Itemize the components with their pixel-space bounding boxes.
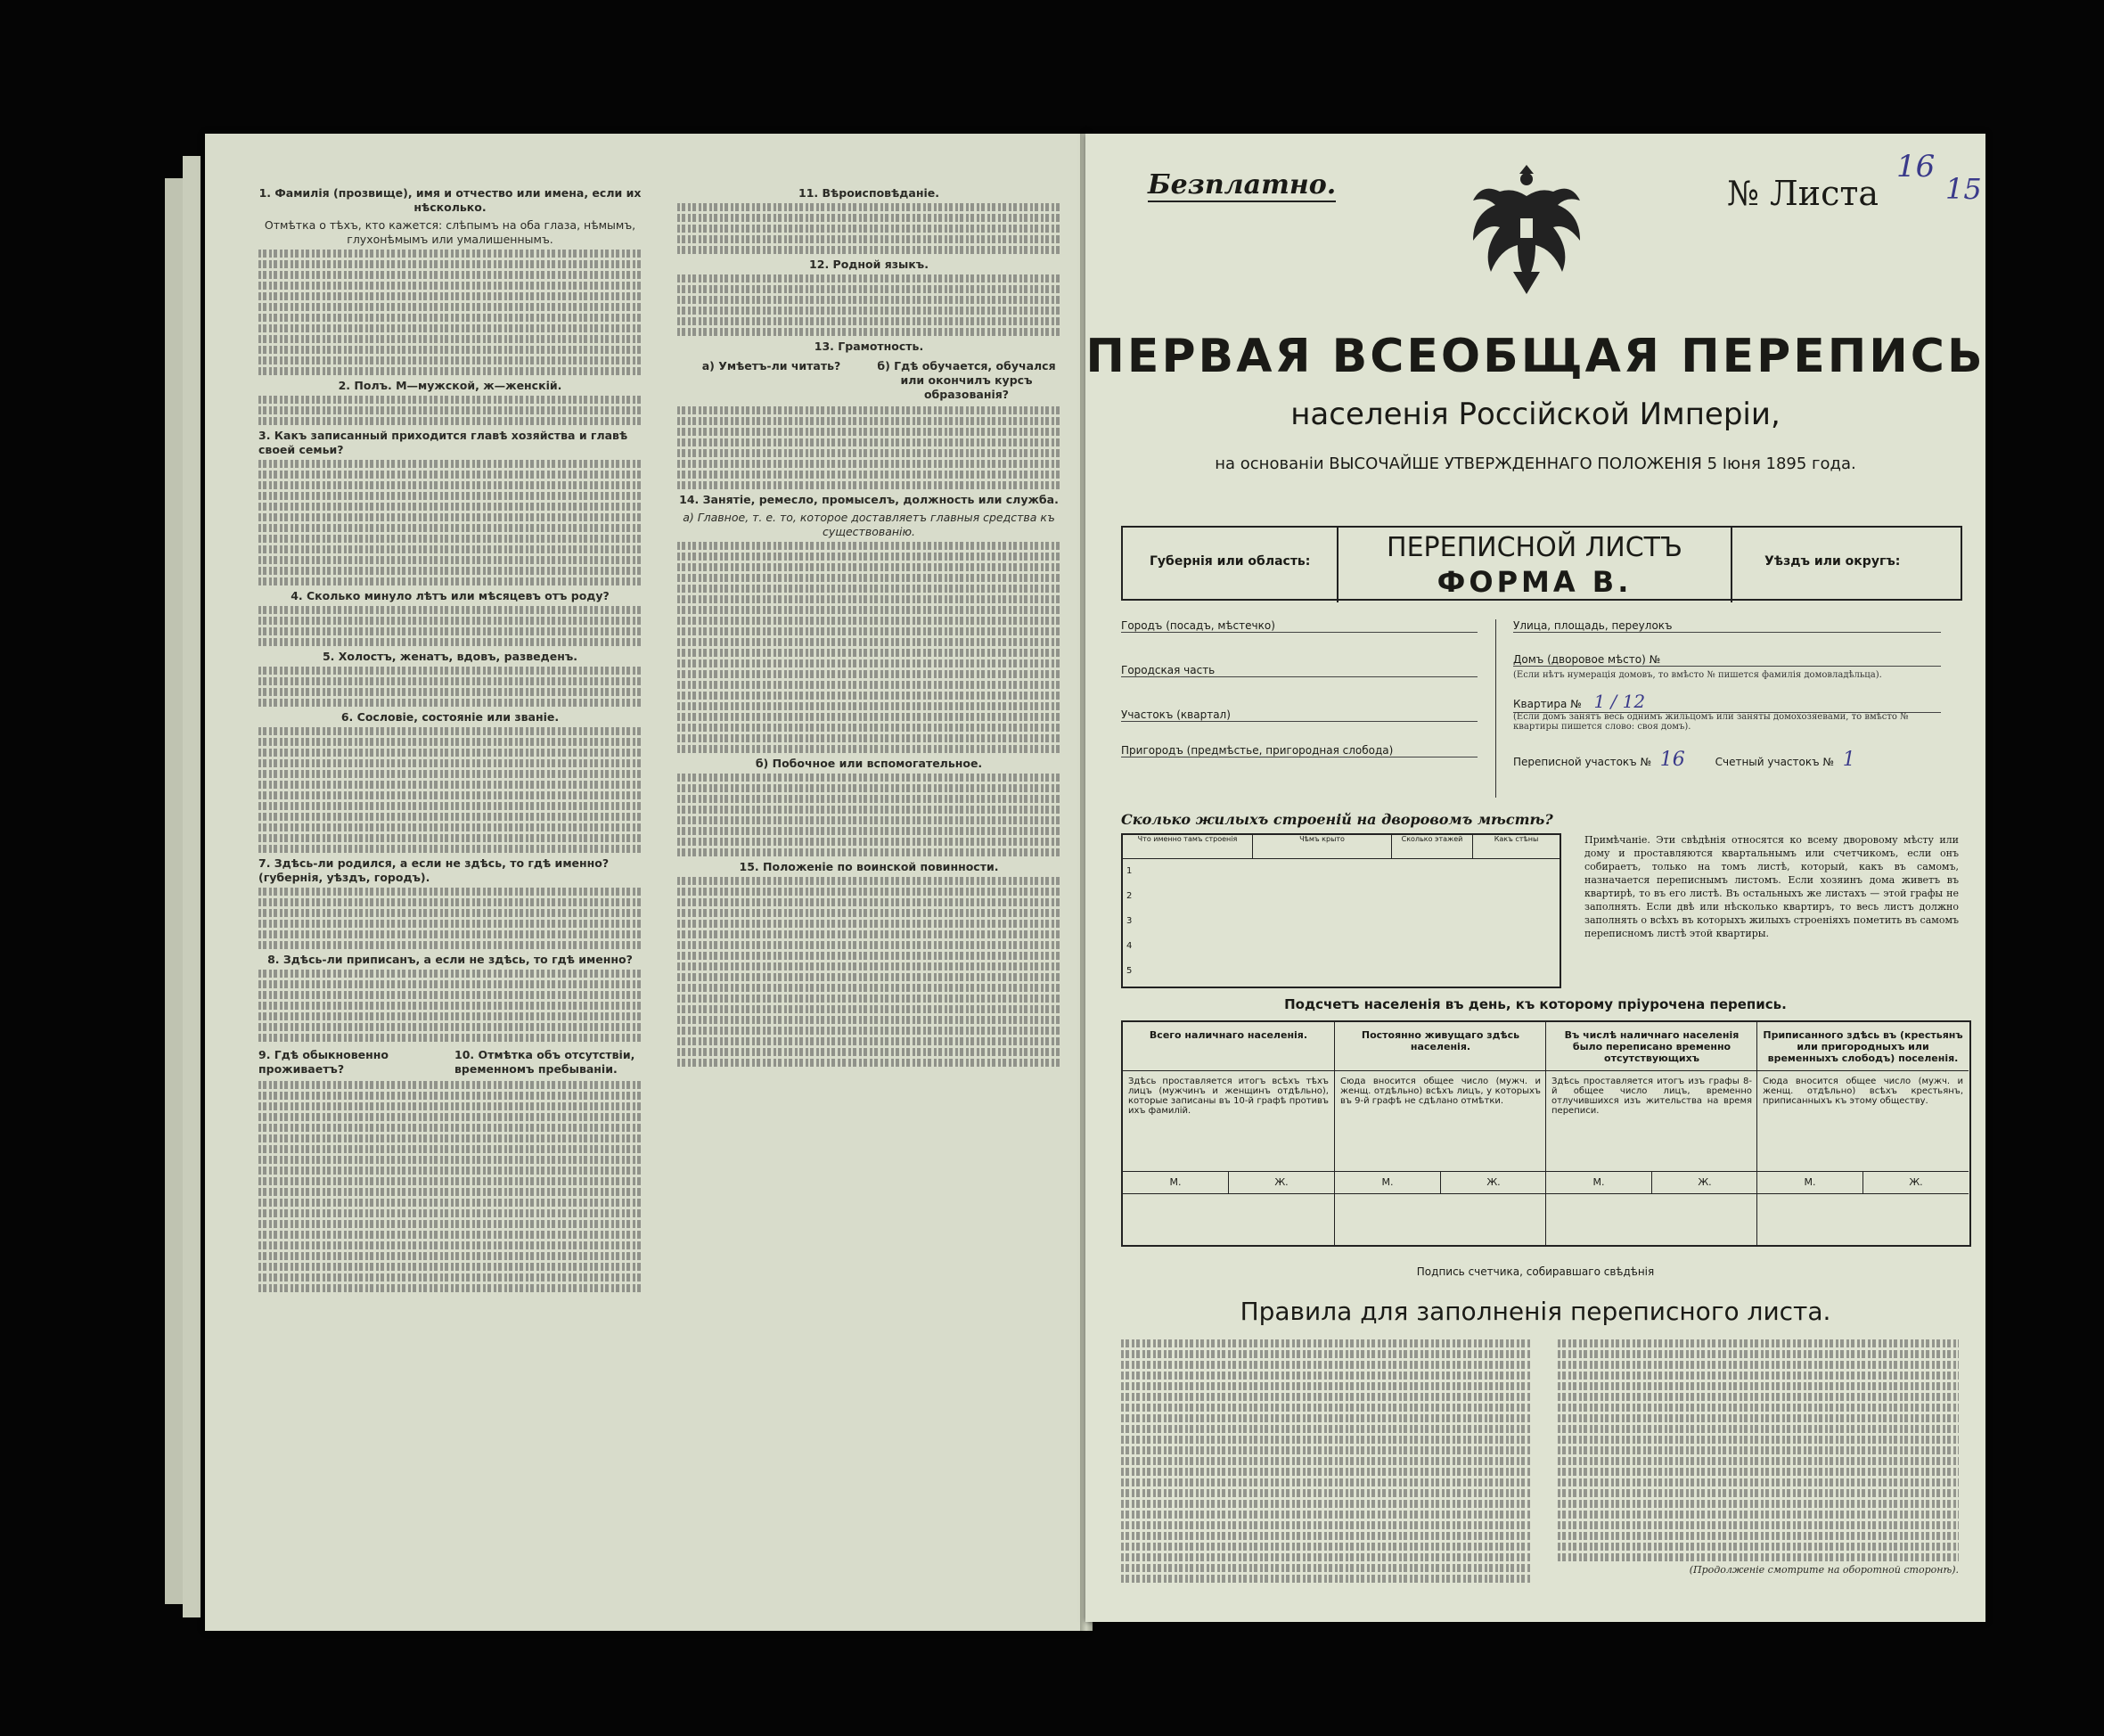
table-row: 3 — [1126, 916, 1133, 926]
left-column-1 — [258, 183, 642, 1295]
location-fields-right — [1513, 619, 1959, 807]
table1-header: Сколько этажей — [1392, 835, 1473, 858]
population-col-header: Постоянно живущаго здѣсь населенія. — [1335, 1022, 1546, 1071]
left-page — [205, 134, 1087, 1631]
population-table — [1121, 1020, 1971, 1247]
page-edge — [165, 178, 183, 1604]
table1-header: Что именно тамъ строенія — [1123, 835, 1253, 858]
body-text — [258, 396, 642, 425]
rules-column-left — [1121, 1337, 1531, 1585]
table-row: 4 — [1126, 941, 1133, 951]
population-col-note: Здѣсь проставляется итогъ изъ графы 8-й общее число лицъ, временно отлучившихся изъ жительства на время переписи. — [1546, 1071, 1757, 1172]
sheet-number-handwritten-alt: 15 — [1945, 172, 1982, 206]
form-subtitle: ФОРМА В. — [1437, 565, 1633, 599]
apartment-label: Квартира № — [1513, 698, 1582, 710]
section-heading: 1. Фамилія (прозвище), имя и отчество или имена, если их нѣсколько. — [258, 186, 642, 214]
continued-note: (Продолженіе смотрите на оборотной сторонѣ). — [1689, 1564, 1959, 1576]
uezd-cell — [1738, 528, 1978, 626]
table-row: 1 — [1126, 866, 1133, 876]
table1-header: Какъ стѣны — [1494, 835, 1539, 843]
population-col-header: Приписанного здѣсь въ (крестьянъ или пригородныхъ или временныхъ слободъ) поселенія. — [1757, 1022, 1969, 1071]
district-row — [1513, 749, 1941, 771]
population-col — [1545, 1022, 1757, 1245]
free-label: Безплатно. — [1148, 169, 1337, 201]
form-title: ПЕРЕПИСНОЙ ЛИСТЪ — [1387, 532, 1682, 563]
precinct-field: Участокъ (квартал) — [1121, 708, 1478, 722]
body-text — [258, 606, 642, 646]
uezd-label: Уѣздъ или округъ: — [1764, 554, 1901, 569]
buildings-question: Сколько жилыхъ строеній на дворовомъ мѣстѣ? — [1121, 811, 1553, 828]
form-title-cell — [1337, 528, 1732, 602]
section-heading: 8. Здѣсь-ли приписанъ, а если не здѣсь, то гдѣ именно? — [267, 953, 633, 966]
page-edge — [183, 156, 201, 1617]
street-field: Улица, площадь, переулокъ — [1513, 619, 1941, 633]
section-subheading: Отмѣтка о тѣхъ, кто кажется: слѣпымъ на оба глаза, нѣмымъ, глухонѣмымъ или умалишеннымъ. — [264, 218, 636, 246]
counter-handwritten: 1 — [1842, 749, 1855, 771]
section-heading: 5. Холостъ, женатъ, вдовъ, разведенъ. — [322, 650, 578, 663]
double-headed-eagle-emblem — [1460, 156, 1593, 307]
apartment-field — [1513, 691, 1941, 713]
body-text — [677, 877, 1060, 1067]
body-text — [677, 203, 1060, 254]
buildings-table-header — [1123, 835, 1560, 859]
population-col — [1756, 1022, 1969, 1245]
district-handwritten: 16 — [1659, 749, 1685, 771]
body-text — [677, 774, 1060, 856]
population-col-header: Въ числѣ наличнаго населенія было переписано временно отсутствующихъ — [1546, 1022, 1757, 1071]
gubernia-label: Губернія или область: — [1150, 554, 1311, 569]
subheading-a: а) Умѣетъ-ли читать? — [701, 359, 841, 373]
population-col — [1123, 1022, 1334, 1245]
subheading-b: б) Гдѣ обучается, обучался или окончилъ курсъ образованія? — [877, 359, 1056, 401]
district-label: Переписной участокъ № — [1513, 756, 1651, 768]
city-field: Городъ (посадъ, мѣстечко) — [1121, 619, 1478, 633]
population-count-title: Подсчетъ населенія въ день, къ которому пріурочена перепись. — [1284, 996, 1787, 1012]
section-heading: 15. Положеніе по воинской повинности. — [739, 860, 999, 873]
header-box — [1121, 526, 1962, 601]
apartment-handwritten: 1 / 12 — [1593, 691, 1646, 712]
table1-header: Чѣмъ крыто — [1253, 835, 1392, 858]
body-text — [258, 250, 642, 375]
body-text — [258, 727, 642, 853]
body-text — [677, 274, 1060, 336]
counter-label: Счетный участокъ № — [1715, 756, 1834, 768]
body-text — [258, 460, 642, 585]
body-text — [677, 542, 1060, 753]
mf-row: М. Ж. — [1757, 1172, 1969, 1194]
section-heading: 2. Полъ. М—мужской, ж—женскій. — [338, 379, 562, 392]
table-row: 5 — [1126, 966, 1133, 976]
suburb-field: Пригородъ (предмѣстье, пригородная слобода) — [1121, 744, 1478, 757]
apartment-note: (Если домъ занятъ весь однимъ жильцомъ или заняты домохозяевами, то вмѣсто № квартиры пишется слово: своя домъ). — [1513, 712, 1909, 732]
population-col-note: Сюда вносится общее число (мужч. и женщ. отдѣльно) всѣхъ крестьянъ, приписанныхъ къ этому обществу. — [1757, 1071, 1969, 1172]
heading-row — [677, 356, 1060, 404]
sheet-number — [1727, 149, 1982, 213]
gubernia-cell — [1123, 528, 1363, 626]
section-heading: 7. Здѣсь-ли родился, а если не здѣсь, то гдѣ именно? (губернія, уѣздъ, городъ). — [258, 856, 610, 884]
population-col-note: Сюда вносится общее число (мужч. и женщ. отдѣльно) всѣхъ лицъ, у которыхъ въ 9-й графѣ не сдѣлано отмѣтки. — [1335, 1071, 1546, 1172]
note-paragraph: Примѣчаніе. Эти свѣдѣнія относятся ко всему дворовому мѣсту или дому и проставляются квартальнымъ или счетчикомъ, если онъ собираетъ, только на томъ листѣ, который, какъ въ самомъ, назначается переписнымъ листомъ. Если хозяинъ дома живетъ въ квартирѣ, то въ его листѣ. Въ остальныхъ же листахъ — этой графы не заполнять. Если двѣ или нѣсколько квартиръ, то весь листъ должно заполнять о всѣхъ въ которыхъ жилыхъ строеніяхъ пометить въ самомъ переписномъ листѣ этой квартиры. — [1584, 834, 1959, 939]
mf-row: М. Ж. — [1335, 1172, 1546, 1194]
sheet-number-handwritten: 16 — [1896, 149, 1936, 184]
legal-basis: на основаніи ВЫСОЧАЙШЕ УТВЕРЖДЕННАГО ПОЛОЖЕНІЯ 5 Іюня 1895 года. — [1215, 454, 1856, 473]
section-heading: 10. Отмѣтка объ отсутствіи, временномъ пребываніи. — [454, 1048, 635, 1076]
section-heading: 11. Вѣроисповѣданіе. — [798, 186, 939, 200]
population-col-header: Всего наличнаго населенія. — [1123, 1022, 1334, 1071]
section-heading: 4. Сколько минуло лѣтъ или мѣсяцевъ отъ роду? — [291, 589, 610, 602]
section-subheading: а) Главное, т. е. то, которое доставляетъ главныя средства къ существованію. — [683, 511, 1055, 538]
right-page — [1085, 134, 1985, 1622]
body-text — [677, 406, 1060, 489]
section-heading: б) Побочное или вспомогательное. — [755, 757, 983, 770]
house-note: (Если нѣтъ нумерація домовъ, то вмѣсто № пишется фамилія домовладѣльца). — [1513, 670, 1882, 680]
mf-row: М. Ж. — [1546, 1172, 1757, 1194]
section-heading: 6. Сословіе, состояніе или званіе. — [340, 710, 560, 724]
rules-column-right — [1558, 1337, 1959, 1577]
section-heading: 3. Какъ записанный приходится главѣ хозяйства и главѣ своей семьи? — [258, 429, 628, 456]
body-text — [258, 1081, 642, 1292]
section-heading: 12. Родной языкъ. — [809, 258, 929, 271]
body-text — [258, 970, 642, 1042]
city-part-field: Городская часть — [1121, 664, 1478, 677]
location-fields-left — [1121, 619, 1496, 798]
mf-row: М. Ж. — [1123, 1172, 1334, 1194]
buildings-table — [1121, 833, 1561, 988]
sheet-number-label: № Листа — [1727, 174, 1879, 213]
section-heading: 13. Грамотность. — [814, 340, 924, 353]
body-text — [258, 888, 642, 949]
population-col — [1334, 1022, 1546, 1245]
section-heading: 14. Занятіе, ремесло, промыселъ, должность или служба. — [679, 493, 1059, 506]
census-subtitle: населенія Россійской Имперіи, — [1290, 397, 1781, 432]
rules-title: Правила для заполненія переписного листа. — [1240, 1297, 1831, 1326]
left-column-2 — [677, 183, 1060, 1069]
table-row: 2 — [1126, 891, 1133, 901]
counter-signature-label: Подпись счетчика, собиравшаго свѣдѣнія — [1416, 1265, 1655, 1278]
heading-row — [258, 1044, 642, 1078]
buildings-table-rows — [1123, 859, 1560, 984]
population-col-note: Здѣсь проставляется итогъ всѣхъ тѣхъ лицъ (мужчинъ и женщинъ отдѣльно), которые записаны въ 10-й графѣ противъ ихъ фамилій. — [1123, 1071, 1334, 1172]
census-title: ПЕРВАЯ ВСЕОБЩАЯ ПЕРЕПИСЬ — [1085, 330, 1985, 383]
house-field: Домъ (дворовое мѣсто) № — [1513, 653, 1941, 667]
body-text — [258, 667, 642, 707]
section-heading: 9. Гдѣ обыкновенно проживаетъ? — [258, 1048, 389, 1076]
